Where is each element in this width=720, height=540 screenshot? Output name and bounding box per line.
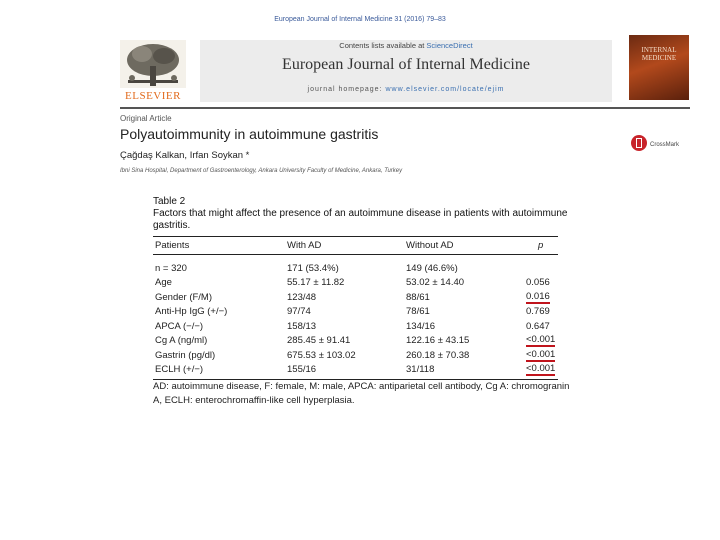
p-value-highlighted: <0.001	[526, 363, 556, 375]
cell-with-ad: 171 (53.4%)	[287, 262, 339, 274]
factors-table	[153, 236, 558, 380]
header-p-value: p	[524, 237, 558, 255]
table-row	[153, 334, 558, 349]
cell-p-value-container	[524, 305, 558, 320]
cell-without-ad: 260.18 ± 70.38	[406, 349, 470, 361]
cell-p-value-container	[524, 276, 558, 291]
cell-without-ad: 88/61	[406, 291, 430, 303]
cell-p-value-container	[524, 255, 558, 276]
row-label: Gender (F/M)	[155, 291, 213, 303]
cell-with-ad: 285.45 ± 91.41	[287, 335, 351, 347]
cell-with-ad: 55.17 ± 11.82	[287, 277, 345, 289]
article-authors: Çağdaş Kalkan, Irfan Soykan *	[120, 150, 250, 161]
table-caption: Factors that might affect the presence of an autoimmune disease in patients with autoimmune gastritis.	[153, 208, 568, 231]
cell-with-ad: 158/13	[287, 320, 317, 332]
cell-without-ad: 122.16 ± 43.15	[406, 335, 470, 347]
table-label: Table 2	[153, 196, 186, 207]
journal-cover-image	[629, 35, 689, 100]
journal-homepage	[200, 86, 612, 93]
p-value-highlighted: <0.001	[526, 348, 556, 360]
cell-without-ad: 149 (46.6%)	[406, 262, 458, 274]
row-label: APCA (−/−)	[155, 320, 204, 332]
cell-with-ad: 155/16	[285, 363, 404, 380]
row-label: Anti-Hp IgG (+/−)	[155, 306, 228, 318]
header-with-ad: With AD	[285, 237, 404, 255]
article-title: Polyautoimmunity in autoimmune gastritis	[120, 126, 379, 142]
sciencedirect-link[interactable]: ScienceDirect	[426, 41, 473, 50]
cell-without-ad: 53.02 ± 14.40	[406, 277, 465, 289]
journal-citation: European Journal of Internal Medicine 31 (2016) 79–83	[274, 16, 446, 23]
crossmark-badge[interactable]	[630, 133, 686, 153]
header-without-ad: Without AD	[404, 237, 524, 255]
table-row	[153, 305, 558, 320]
row-label: ECLH (+/−)	[153, 363, 285, 380]
table-row	[153, 319, 558, 334]
row-label: n = 320	[155, 262, 187, 274]
contents-availability	[200, 41, 612, 50]
cell-without-ad: 78/61	[406, 306, 430, 318]
cell-with-ad: 675.53 ± 103.02	[287, 349, 356, 361]
cell-without-ad: 31/118	[404, 363, 524, 380]
table-row	[153, 348, 558, 363]
cell-p-value-container	[524, 348, 558, 363]
journal-title: European Journal of Internal Medicine	[282, 56, 530, 73]
row-label: Cg A (ng/ml)	[155, 335, 208, 347]
author-affiliation: Ibni Sina Hospital, Department of Gastroenterology, Ankara University Faculty of Medicine, Ankara, Turkey	[120, 168, 403, 174]
row-label: Age	[155, 277, 172, 289]
cell-without-ad: 134/16	[406, 320, 436, 332]
header-divider	[120, 107, 690, 109]
homepage-prefix: journal homepage:	[307, 86, 386, 93]
cell-p-value-container	[524, 319, 558, 334]
cell-p-value-container	[524, 363, 558, 380]
publisher-name: ELSEVIER	[125, 90, 181, 102]
row-label: Gastrin (pg/dl)	[155, 349, 216, 361]
cell-with-ad: 123/48	[287, 291, 317, 303]
p-value: 0.769	[526, 306, 550, 318]
table-row	[153, 276, 558, 291]
p-value: 0.647	[526, 320, 550, 332]
table-row	[153, 255, 558, 276]
homepage-link[interactable]: www.elsevier.com/locate/ejim	[385, 86, 505, 93]
table-header-row	[153, 237, 558, 255]
contents-prefix: Contents lists available at	[339, 41, 427, 50]
table-row	[153, 363, 558, 380]
table-body	[153, 255, 558, 380]
p-value-highlighted: 0.016	[526, 290, 550, 302]
crossmark-label: CrossMark	[650, 142, 680, 148]
cell-p-value-container	[524, 290, 558, 305]
article-type: Original Article	[120, 114, 172, 123]
header-patients: Patients	[153, 237, 285, 255]
p-value: 0.056	[526, 277, 550, 289]
journal-cover-title: INTERNAL MEDICINE	[641, 46, 677, 62]
table-footnote: AD: autoimmune disease, F: female, M: male, APCA: antiparietal cell antibody, Cg A: chromogranin A, ECLH: enterochromaffin-like cell hyperplasia.	[153, 381, 570, 406]
p-value-highlighted: <0.001	[526, 334, 556, 346]
cell-p-value-container	[524, 334, 558, 349]
cell-with-ad: 97/74	[287, 306, 311, 318]
table-row	[153, 290, 558, 305]
